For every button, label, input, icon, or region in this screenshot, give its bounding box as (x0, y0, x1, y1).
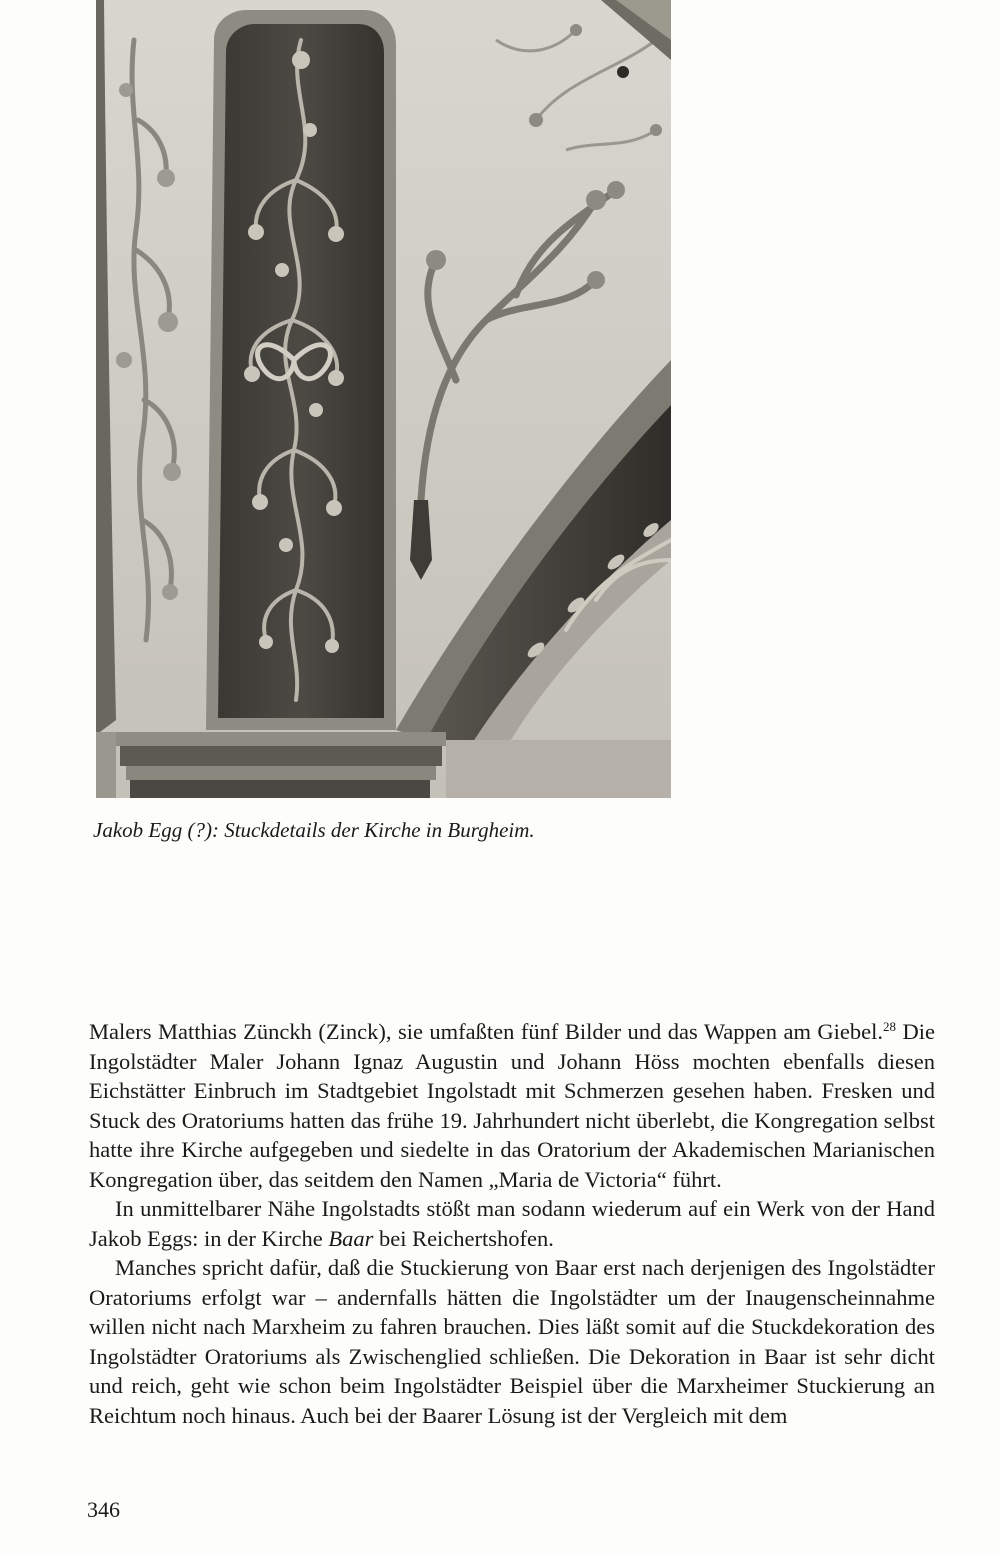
paragraph-text: Die Ingolstädter Maler Johann Ignaz Augustin und Johann Höss mochten ebenfalls diesen Eichstätter Einbruch im Stadtgebiet Ingolstadt mit Schmerzen gesehen haben. Fresken und Stuck des Oratoriums hatten das frühe 19. Jahrhundert nicht überlebt, die Kongregation selbst hatte ihre Kirche aufgegeben und siedelte in das Oratorium der Akademischen Marianischen Kongregation über, das seitdem den Namen „Maria de Victoria“ führt. (89, 1019, 935, 1192)
body-paragraph (89, 1017, 935, 1194)
paragraph-text: Manches spricht dafür, daß die Stuckierung von Baar erst nach derjenigen des Ingolstädter Oratoriums erfolgt war – andernfalls hätten die Ingolstädter um der Inaugenscheinnahme willen nicht nach Marxheim zu fahren brauchen. Dies läßt somit auf die Stuckdekoration des Ingolstädter Oratoriums als Zwischenglied schließen. Die Dekoration in Baar ist sehr dicht und reich, geht wie schon beim Ingolstädter Beispiel über die Marxheimer Stuckierung an Reichtum noch hinaus. Auch bei der Baarer Lösung ist der Vergleich mit dem (89, 1255, 935, 1428)
stucco-vault-photograph (96, 0, 671, 798)
figure-caption: Jakob Egg (?): Stuckdetails der Kirche in Burgheim. (93, 818, 535, 842)
body-paragraph (89, 1194, 935, 1253)
paragraph-text: Malers Matthias Zünckh (Zinck), sie umfaßten fünf Bilder und das Wappen am Giebel. (89, 1019, 884, 1044)
body-text (89, 1017, 935, 1430)
footnote-reference: 28 (883, 1019, 897, 1034)
italic-place-name: Baar (328, 1225, 374, 1251)
page-number: 346 (87, 1497, 120, 1522)
paragraph-text: bei Reichertshofen. (373, 1225, 554, 1251)
body-paragraph (89, 1253, 935, 1430)
paragraph-text: In unmittelbarer Nähe Ingolstadts stößt man sodann wiederum auf ein Werk von der Hand Jakob Eggs: in der Kirche (89, 1196, 935, 1251)
